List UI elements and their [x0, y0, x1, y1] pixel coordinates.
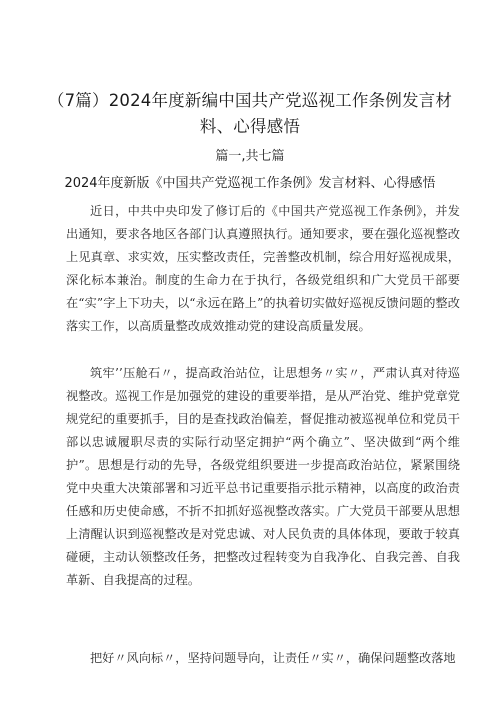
section-title: 2024年度新版《中国共产党巡视工作条例》发言材料、心得感悟 — [64, 176, 436, 191]
section-label: 篇一,共七篇 — [215, 149, 285, 164]
body-paragraph: 把好〃风向标〃，坚持问题导向，让责任〃实〃，确保问题整改落地 — [90, 651, 456, 665]
body-paragraph: 筑牢’’压舱石〃，提高政治站位，让思想务〃实〃，严肃认真对待巡视整改。巡视工作是加强党的建设的重要举措，是从严治党、维护党章党规党纪的重要抓手，目的是查找政治偏差，督促推动被巡视单位和党员干部以忠诚履职尽责的实际行动坚定拥护“两个确立”、坚决做到“两个维护”。思想是行动的先导，各级党组织要进一步提高政治站位，紧紧围绕党中央重大决策部署和习近平总书记重要指示批示精神，以高度的政治责任感和历史使命感，不折不扣抓好巡视整改落实。广大党员干部要从思想上清醒认识到巡视整改是对党忠诚、对人民负责的具体体现，要敢于较真碰硬，主动认领整改任务，把整改过程转变为自我净化、自我完善、自我革新、自我提高的过程。 — [66, 366, 460, 587]
document-title: （7篇）2024年度新编中国共产党巡视工作条例发言材料、心得感悟 — [47, 91, 453, 136]
body-paragraph: 近日，中共中央印发了修订后的《中国共产党巡视工作条例》，并发出通知，要求各地区各部门认真遵照执行。通知要求，要在强化巡视整改上见真章、求实效，压实整改责任，完善整改机制，综合用好巡视成果，深化标本兼治。制度的生命力在于执行，各级党组织和广大党员干部要在“实”字上下功夫，以“永远在路上”的执着切实做好巡视反馈问题的整改落实工作，以高质量整改成效推动党的建设高质量发展。 — [66, 204, 460, 333]
